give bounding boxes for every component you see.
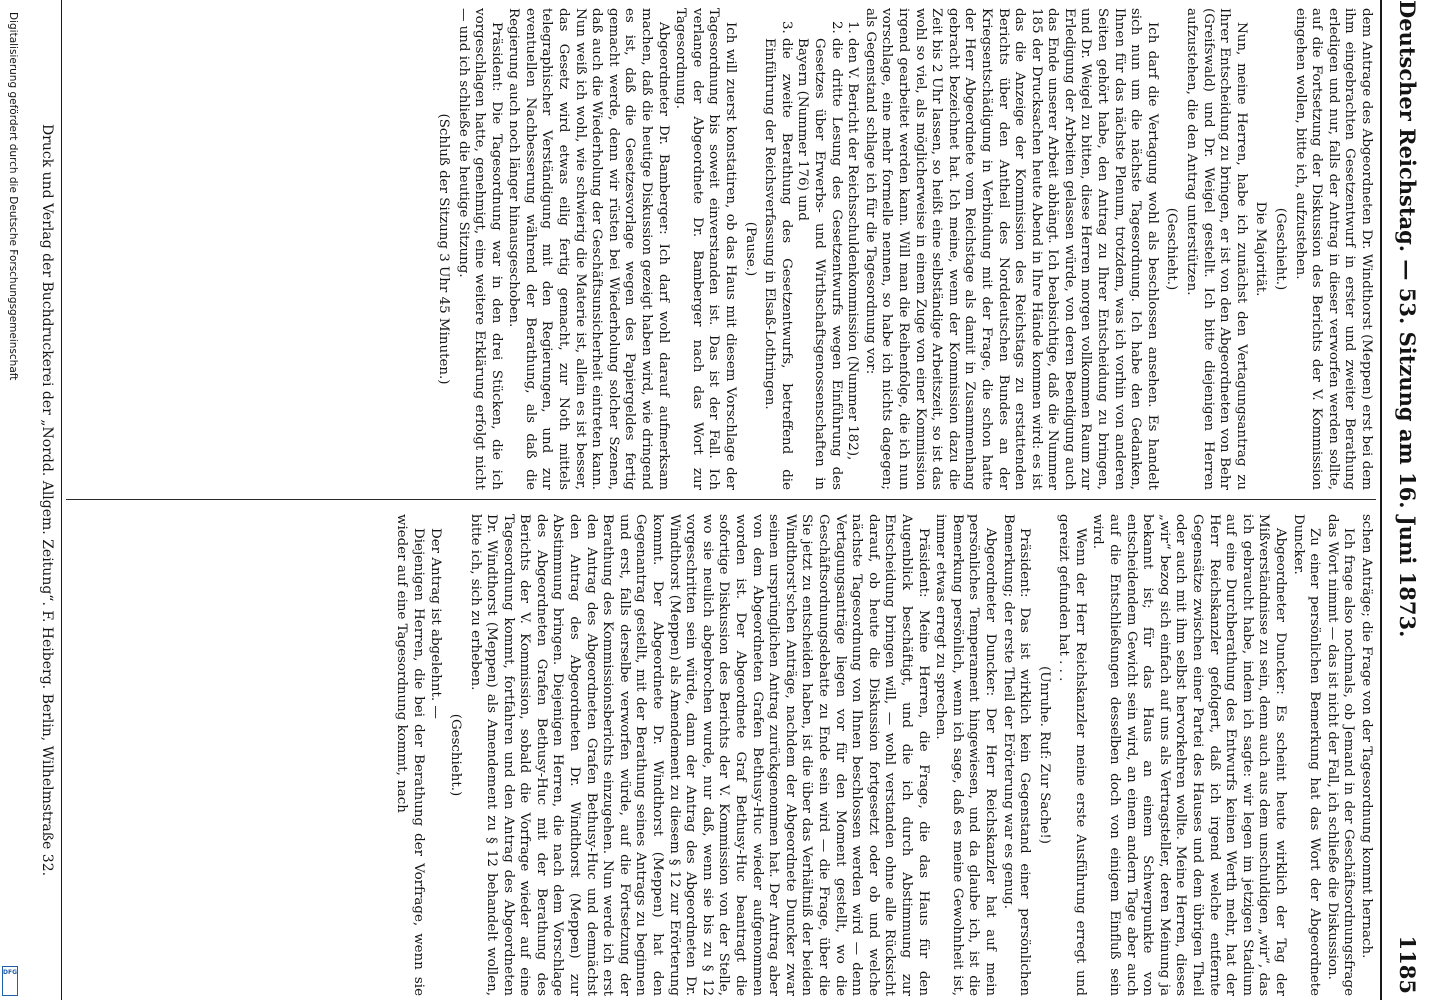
paragraph: Ich darf die Vertagung wohl als beschlossen ansehen. Es handelt sich nun um die nächste Tagesordnung. Ich habe den Gedanken, Ihnen für das nächste Plenum, trotzdem, was ich vorhin von anderen Seiten gehört habe, den Antrag zu Ihrer Entscheidung zu bringen, und Dr. Weigel zu bitten, diese Herren morgen vollkommen Raum zur Erledigung der Arbeiten gelassen würde, von deren Beendigung auch das Ende unserer Arbeit abhängt. Ich beabsichtige, daß die Nummer 185 der Drucksachen heute Abend in Ihre Hände kommen wird: es ist das die Anzeige der Kommission des Reichstags zu erstattenden Berichts über den Antheil des Norddeutschen Bundes an der Kriegsentschädigung in Verbindung mit der Frage, die schon hatte der Herr Abgeordnete vom Reichstage als damit in Zusammenhang gebracht bezeichnet hat. Ich meine, wenn der Kommission dazu die Zeit bis 2 Uhr lassen, so heißt eine selbständige Arbeitszeit, so ist das wohl so viel, als möglicherweise in einem Zuge von einer Kommission irgend gearbeitet werden kann. Will man die Reihenfolge, die ich nun vorschlage, eine mehr formelle nennen, so habe ich nichts dagegen; als Gegenstand schlage ich für die Tagesordnung vor: bbox=[862, 8, 1160, 490]
running-head bbox=[1384, 0, 1426, 1000]
stage-direction: (Schluß der Sitzung 3 Uhr 45 Minuten.) bbox=[435, 113, 451, 385]
paragraph: Ich will zuerst konstatiren, ob das Haus mit diesem Vorschlage der Tagesordnung bis soweit einverstanden ist. Das ist der Fall. Ich verlange der Abgeordnete Dr. Bamberger nach das Wort zur Tagesordnung. bbox=[673, 8, 739, 490]
dfg-logo-label: DFG bbox=[3, 969, 18, 976]
printer-imprint: Druck und Verlag der Buchdruckerei der „Nordd. Allgem. Zeitung“. F. Heiberg. Berlin, Wilhelmstraße 32. bbox=[39, 123, 55, 877]
stage-direction: (Geschieht.) bbox=[1273, 207, 1289, 291]
stage-direction: (Unruhe. Ruf: Zur Sache!) bbox=[1036, 665, 1052, 845]
stage-direction: Die Majorität. bbox=[1253, 201, 1269, 297]
paragraph: Ich frage also nochmals, ob Jemand in der Geschäftsordnungsfrage das Wort nimmt — das ist nicht der Fall, ich schließe die Diskussion. bbox=[1324, 514, 1357, 996]
paragraph: Abgeordneter Duncker: Der Herr Reichskanzler hat auf mein persönliches Temperament hingewiesen, und da glaube ich, ist die Bemerkung persönlich, wenn ich sage, daß es meine Gewohnheit ist, immer etwas erregt zu sprechen. bbox=[933, 514, 998, 996]
digitization-credit bbox=[0, 0, 22, 1000]
right-column bbox=[74, 514, 1374, 996]
paragraph: Wenn der Herr Reichskanzler meine erste Ausführung erregt und gereizt gefunden hat . . . bbox=[1056, 514, 1088, 996]
paragraph: Präsident: Meine Herren, die Frage, die das Haus für den Augenblick beschäftigt, und die ich durch Abstimmung zur Entscheidung bringen will, — wohl verstanden ohne alle Rücksicht darauf, ob heute die Diskussion fortgesetzt oder ob und welche nächste Tagesordnung von Ihnen beschlossen werden wird — denn Vertagungsanträge liegen vor für den Moment gestellt, wo die Geschäftsordnungsdebatte zu Ende sein wird — die Frage, über die Sie jetzt zu entscheiden haben, ist die über das Verhältniß der beiden Windthorst'schen Anträge, nachdem der Abgeordnete Duncker zwar seinen ursprünglichen Antrag zurückgenommen hat. Der Antrag aber von dem Abgeordneten Grafen Bethusy-Huc wieder aufgenommen worden ist. Der Abgeordnete Graf Bethusy-Huc beantragt die sofortige Diskussion des Berichts der V. Kommission von der Stelle, wo sie neulich abgebrochen wurde, nur daß, wenn sie bis zu § 12 vorgeschritten sein würde, dann der Antrag des Abgeordneten Dr. Windthorst (Meppen) als Amendement zu diesem § 12 zur Erörterung kommt. Der Abgeordnete Dr. Windthorst (Meppen) hat den Gegenantrag gestellt, mit der Berathung seines Antrags zu beginnen und erst, falls derselbe verworfen würde, auf die Fortsetzung der Berathung des Kommissionsberichts einzugehen. Nun werde ich erst den Antrag des Abgeordneten Grafen Bethusy-Huc und demnächst den Antrag des Abgeordneten Dr. Windthorst (Meppen) zur Abstimmung bringen. Diejenigen Herren, die nach dem Vorschlage des Abgeordneten Grafen Bethusy-Huc mit der Berathung des Berichts der V. Kommission, sobald die Vorfrage wieder auf eine Tagesordnung kommt, fortfahren und den Antrag des Abgeordneten Dr. Windthorst (Meppen) als Amendement zu § 12 behandelt wollen, bitte ich, sich zu erheben. bbox=[467, 514, 931, 996]
paragraph: Abgeordneter Dr. Bamberger: Ich darf wohl darauf aufmerksam machen, daß die heutige Diskussion gezeigt haben wird, wie dringend es ist, daß die Gesetzesvorlage wegen des Papiergeldes fertig gemacht werde, denn wir rüsten bei Wiederholung solcher Szenen, daß auch die Wiederholung der Geschäftsunsicherheit eintreten kann. Nun weiß ich wohl, wie schwierig die Materie ist, allein es ist besser, das Gesetz wird etwas eilig fertig gemacht, zur Noth mittels telegraphischer Verständigung mit den Regierungen, und zur eventuellen Nachbesserung während der Berathung, als daß die Regierung auch noch länger hinausgeschoben. bbox=[506, 8, 671, 490]
stage-direction: (Pause.) bbox=[742, 221, 758, 277]
stage-direction: (Geschieht.) bbox=[447, 713, 463, 797]
paragraph: Nun, meine Herren, habe ich zunächst den Vertagungsantrag zu Ihrer Entscheidung zu bringen, er ist von den Abgeordneten von Behr (Greifswald) und Dr. Weigel gestellt. Ich bitte diejenigen Herren aufzustehen, die den Antrag unterstützen. bbox=[1184, 8, 1249, 490]
paragraph: Präsident: Das ist wirklich kein Gegenstand einer persönlichen Bemerkung; der erste Theil der Erörterung war es genug. bbox=[1000, 514, 1033, 996]
paragraph: schen Anträge; die Frage von der Tagesordnung kommt hernach. bbox=[1359, 514, 1374, 959]
paragraph: Zu einer persönlichen Bemerkung hat das Wort der Abgeordnete Duncker. bbox=[1290, 514, 1323, 996]
running-head-title: Deutscher Reichstag. — 53. Sitzung am 16. Juni 1873. bbox=[1395, 0, 1420, 638]
header-rule bbox=[1380, 0, 1382, 1000]
agenda-item: 1. den V. Bericht der Reichsschuldenkommission (Nummer 182), bbox=[844, 38, 861, 490]
agenda-item: 2. die dritte Lesung des Gesetzentwurfs wegen Einführung des Gesetzes über Erwerbs- und Wirthschaftsgenossenschaften in Bayern (Nummer 176) und bbox=[794, 38, 844, 490]
digitization-credit-text: Digitalisierung gefördert durch die Deutsche Forschungsgemeinschaft bbox=[7, 12, 19, 381]
footer-rule bbox=[61, 0, 62, 1000]
column-separator bbox=[66, 499, 1376, 500]
stage-direction: (Geschieht.) bbox=[1164, 207, 1180, 291]
paragraph: Präsident: Die Tagesordnung war in den drei Stücken, die ich vorgeschlagen hatte, genehmigt, eine weitere Erklärung erfolgt nicht — und ich schließe die heutige Sitzung. bbox=[455, 8, 504, 490]
paragraph: Diejenigen Herren, die bei der Berathung der Vorfrage, wenn sie wieder auf eine Tagesordnung kommt, nach bbox=[394, 514, 426, 996]
paragraph: Abgeordneter Duncker: Es scheint heute wirklich der Tag der Mißverständnisse zu sein, denn auch aus dem unschuldigen „wir“, das ich gebraucht habe, indem ich sagte: wir legen im jetzigen Stadium auf eine Durchberathung des Entwurfs keinen Werth mehr, hat der Herr Reichskanzler gefolgert, daß ich irgend welche entfernte Gegensätze zwischen einer Partei des Hauses und dem übrigen Theil oder auch mit ihm selbst hervorkehren wollte. Meine Herren, dieses „wir“ bezog sich einfach auf uns als Vertragsteller, deren Meinung ja bekannt ist; für das Haus an einem Schwerpunkte von entscheidendem Gewicht sein wird, an einem andern Tage aber auch auf die Entschließungen desselben doch von einigem Einfluß sein wird. bbox=[1090, 514, 1289, 996]
left-column bbox=[74, 8, 1374, 490]
paragraph: dem Antrage des Abgeordneten Dr. Windthorst (Meppen) erst bei dem ihm eingebrachten Gesetzentwurf in erster und zweiter Berathung erledigen und nur, falls der Antrag in dieser verworfen werden sollte, auf die Fortsetzung der Diskussion des Berichts der V. Kommission eingehen wollen, bitte ich, aufzustehen. bbox=[1292, 8, 1374, 490]
dfg-logo bbox=[2, 966, 18, 996]
agenda-list bbox=[761, 8, 861, 490]
paragraph: Der Antrag ist abgelehnt. — bbox=[428, 528, 444, 719]
page-number: 1185 bbox=[1395, 935, 1420, 994]
agenda-item: 3. die zweite Berathung des Gesetzentwurfs, betreffend die Einführung der Reichsverfassung in Elsaß-Lothringen. bbox=[761, 38, 794, 490]
